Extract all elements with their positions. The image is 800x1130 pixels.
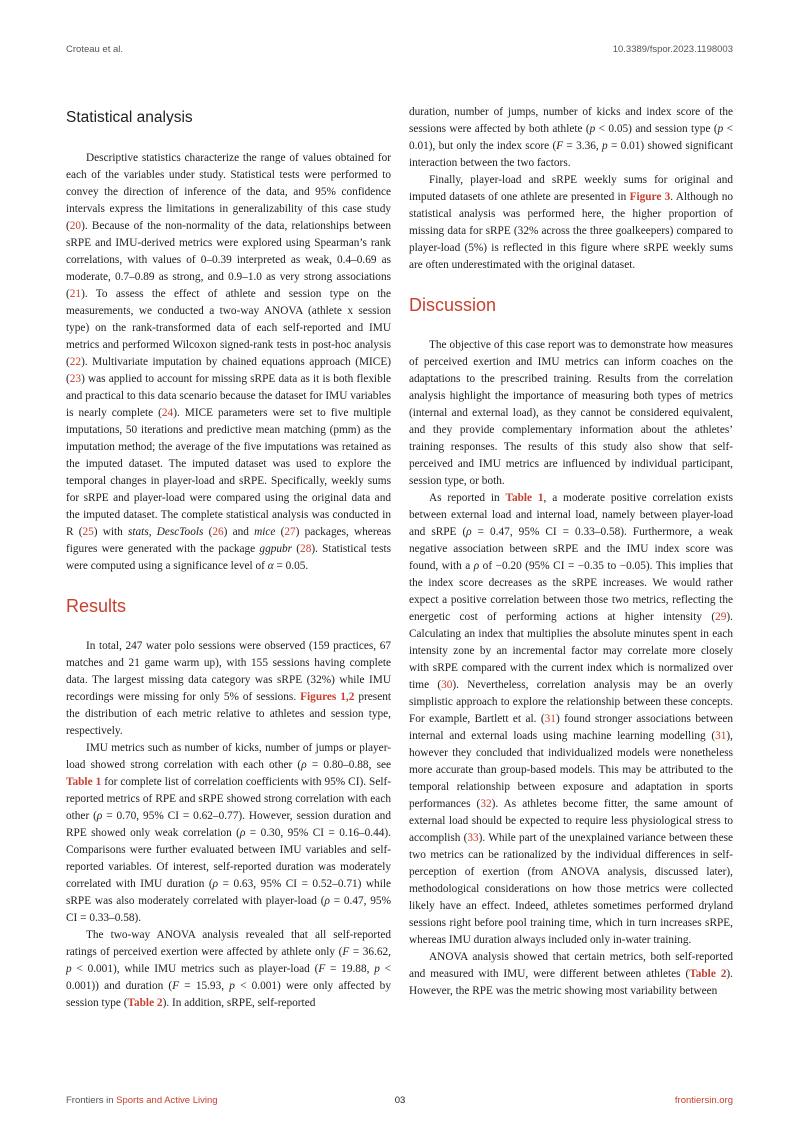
citation-link[interactable]: 22: [69, 356, 82, 368]
journal-name: Sports and Active Living: [116, 1095, 218, 1106]
figure-link[interactable]: Figures 1,2: [300, 691, 355, 703]
citation-link[interactable]: 31: [715, 730, 727, 742]
paragraph-results-1: In total, 247 water polo sessions were observed (159 practices, 67 matches and 21 game warm up), with 155 sessions having complete data. The largest missing data category was sRPE (32%) while IMU recordings were missing for only 5% of sessions. Figures 1,2 present the distribution of each metric relative to athletes and session type, respectively.: [66, 640, 391, 737]
running-head-doi: 10.3389/fspor.2023.1198003: [612, 44, 733, 55]
citation-link[interactable]: 31: [544, 713, 556, 725]
paragraph-discussion-2: As reported in Table 1, a moderate positive correlation exists between external load and internal load, namely between player-load and sRPE (ρ = 0.47, 95% CI = 0.33–0.58). Furthermore, a weak negative association between sRPE and the IMU index score was found, with a ρ of −0.20 (95% CI = −0.35 to −0.05). This implies that the index score decreases as the sRPE increases. We would rather expect a positive correlation between those two metrics, reflecting the energetic cost of performing actions at higher intensity (29). Calculating an index that multiplies the absolute minutes spent in each intensity zone by an incremental factor may correlate more closely with sRPE compared with the current index which is normalized over time (30). Nevertheless, correlation analysis may be an overly simplistic approach to explore the relationship between these concepts. For example, Bartlett et al. (31) found stronger associations between internal and external loads using machine learning modelling (31), however they concluded that individualized models were nonetheless more accurate than group-based models. This may be attributed to the temporal relationship between exposure and adaptation in sports performances (32). As athletes become fitter, the same amount of external load should be expected to require less physiological stress to accomplish (33). While part of the unexplained variance between these two metrics can be rationalized by the individual differences in self-perception of exertion (from ANOVA analysis, discussed later), methodological considerations on how those metrics were collected likely have an effect. Indeed, athletes sometimes performed dryland sessions right before pool training time, which in turn increases sRPE, whereas IMU duration always included only in-water training.: [409, 492, 733, 946]
citation-link[interactable]: 28: [300, 543, 312, 555]
paragraph-discussion-3: ANOVA analysis showed that certain metrics, both self-reported and measured with IMU, were different between athletes (Table 2). However, the RPE was the metric showing most variability between: [409, 951, 733, 997]
heading-results: Results: [66, 596, 127, 616]
paragraph-discussion-1: The objective of this case report was to demonstrate how measures of perceived exertion and IMU metrics can inform coaches on the adaptations to the prescribed training. Results from the correlation analysis highlight the importance of measuring both types of metrics (internal and external load), as they cannot be considered equivalent, and they provide complementary information about the athletes’ training responses. The results of this study also show that self-perceived and IMU metrics are influenced by individual participant, session type, or both.: [409, 339, 733, 487]
citation-link[interactable]: 24: [161, 407, 174, 419]
citation-link[interactable]: 32: [480, 798, 492, 810]
citation-link[interactable]: 30: [441, 679, 453, 691]
paragraph-results-4: Finally, player-load and sRPE weekly sums for original and imputed datasets of one athlete are presented in Figure 3. Although no statistical analysis was performed here, the higher proportion of missing data for sRPE (32% across the three goalkeepers) compared to player-load (5%) is reflected in this figure where sRPE weekly sums are often underestimated with the original dataset.: [409, 174, 733, 271]
figure-link[interactable]: Figure 3: [629, 191, 671, 203]
paragraph-results-3: The two-way ANOVA analysis revealed that all self-reported ratings of perceived exertion were affected by athlete only (F = 36.62, p < 0.001), while IMU metrics such as player-load (F = 19.88, p < 0.001)) and duration (F = 15.93, p < 0.001) were only affected by session type (Table 2). In addition, sRPE, self-reported: [66, 929, 391, 1009]
citation-link[interactable]: 21: [69, 288, 82, 300]
citation-link[interactable]: 26: [212, 526, 224, 538]
table-link[interactable]: Table 1: [66, 776, 102, 788]
paragraph-statistical-analysis: Descriptive statistics characterize the range of values obtained for each of the variables under study. Statistical tests were performed to convey the direction of inference of the data, and 95% confidence intervals express the limitations in generalizability of this case study (20). Because of the non-normality of the data, relationships between sRPE and IMU-derived metrics were explored using Spearman’s rank correlations, with values of 0–0.39 interpreted as weak, 0.4–0.69 as moderate, 0.7–0.89 as strong, and 0.9–1.0 as very strong associations (21). To assess the effect of athlete and session type on the measurements, we conducted a two-way ANOVA (athlete x session type) on the rank-transformed data of each self-reported and IMU metrics and performed Wilcoxon signed-rank tests in post-hoc analysis (22). Multivariate imputation by chained equations approach (MICE) (23) was applied to account for missing sRPE data as it is both flexible and practical to this data scenario because the dataset for IMU variables is nearly complete (24). MICE parameters were set to five multiple imputations, 50 iterations and predictive mean matching (pmm) as the imputation method; the average of the five imputations was retained as the imputed dataset. The imputed dataset was used to explore the temporal changes in player-load and sRPE. Specifically, weekly sums for sRPE and player-load were compared using the original data and the imputed dataset. The complete statistical analysis was conducted in R (25) with stats, DescTools (26) and mice (27) packages, whereas figures were generated with the package ggpubr (28). Statistical tests were computed using a significance level of α = 0.05.: [66, 152, 392, 572]
left-column: [66, 104, 391, 1012]
citation-link[interactable]: 20: [69, 220, 82, 232]
heading-statistical-analysis: Statistical analysis: [66, 109, 193, 126]
table-link[interactable]: Table 2: [127, 997, 163, 1009]
footer-journal: Frontiers in Sports and Active Living: [66, 1095, 218, 1106]
citation-link[interactable]: 33: [467, 832, 479, 844]
table-link[interactable]: Table 2: [689, 968, 727, 980]
paragraph-results-continued: duration, number of jumps, number of kicks and index score of the sessions were affected by both athlete (p < 0.05) and session type (p < 0.01), but only the index score (F = 3.36, p = 0.01) showed significant interaction between the two factors.: [409, 106, 734, 169]
citation-link[interactable]: 27: [284, 526, 296, 538]
page-number: 03: [394, 1095, 406, 1106]
citation-link[interactable]: 29: [715, 611, 727, 623]
paragraph-results-2: IMU metrics such as number of kicks, number of jumps or player-load showed strong correlation with each other (ρ = 0.80–0.88, see Table 1 for complete list of correlation coefficients with 95% CI). Self-reported metrics of RPE and sRPE showed strong correlation with each other (ρ = 0.70, 95% CI = 0.62–0.77). However, session duration and RPE showed only weak correlation (ρ = 0.30, 95% CI = 0.16–0.44). Comparisons were further evaluated between IMU variables and self-reported variables. Of interest, self-reported duration was moderately correlated with IMU duration (ρ = 0.63, 95% CI = 0.52–0.71) while sRPE was also moderately correlated with player-load (ρ = 0.47, 95% CI = 0.33–0.58).: [66, 742, 392, 924]
running-head-authors: Croteau et al.: [66, 44, 124, 55]
citation-link[interactable]: 23: [69, 373, 82, 385]
footer-site-link[interactable]: frontiersin.org: [674, 1095, 733, 1106]
right-column: [409, 104, 733, 1000]
table-link[interactable]: Table 1: [505, 492, 544, 504]
citation-link[interactable]: 25: [82, 526, 94, 538]
heading-discussion: Discussion: [409, 295, 497, 315]
